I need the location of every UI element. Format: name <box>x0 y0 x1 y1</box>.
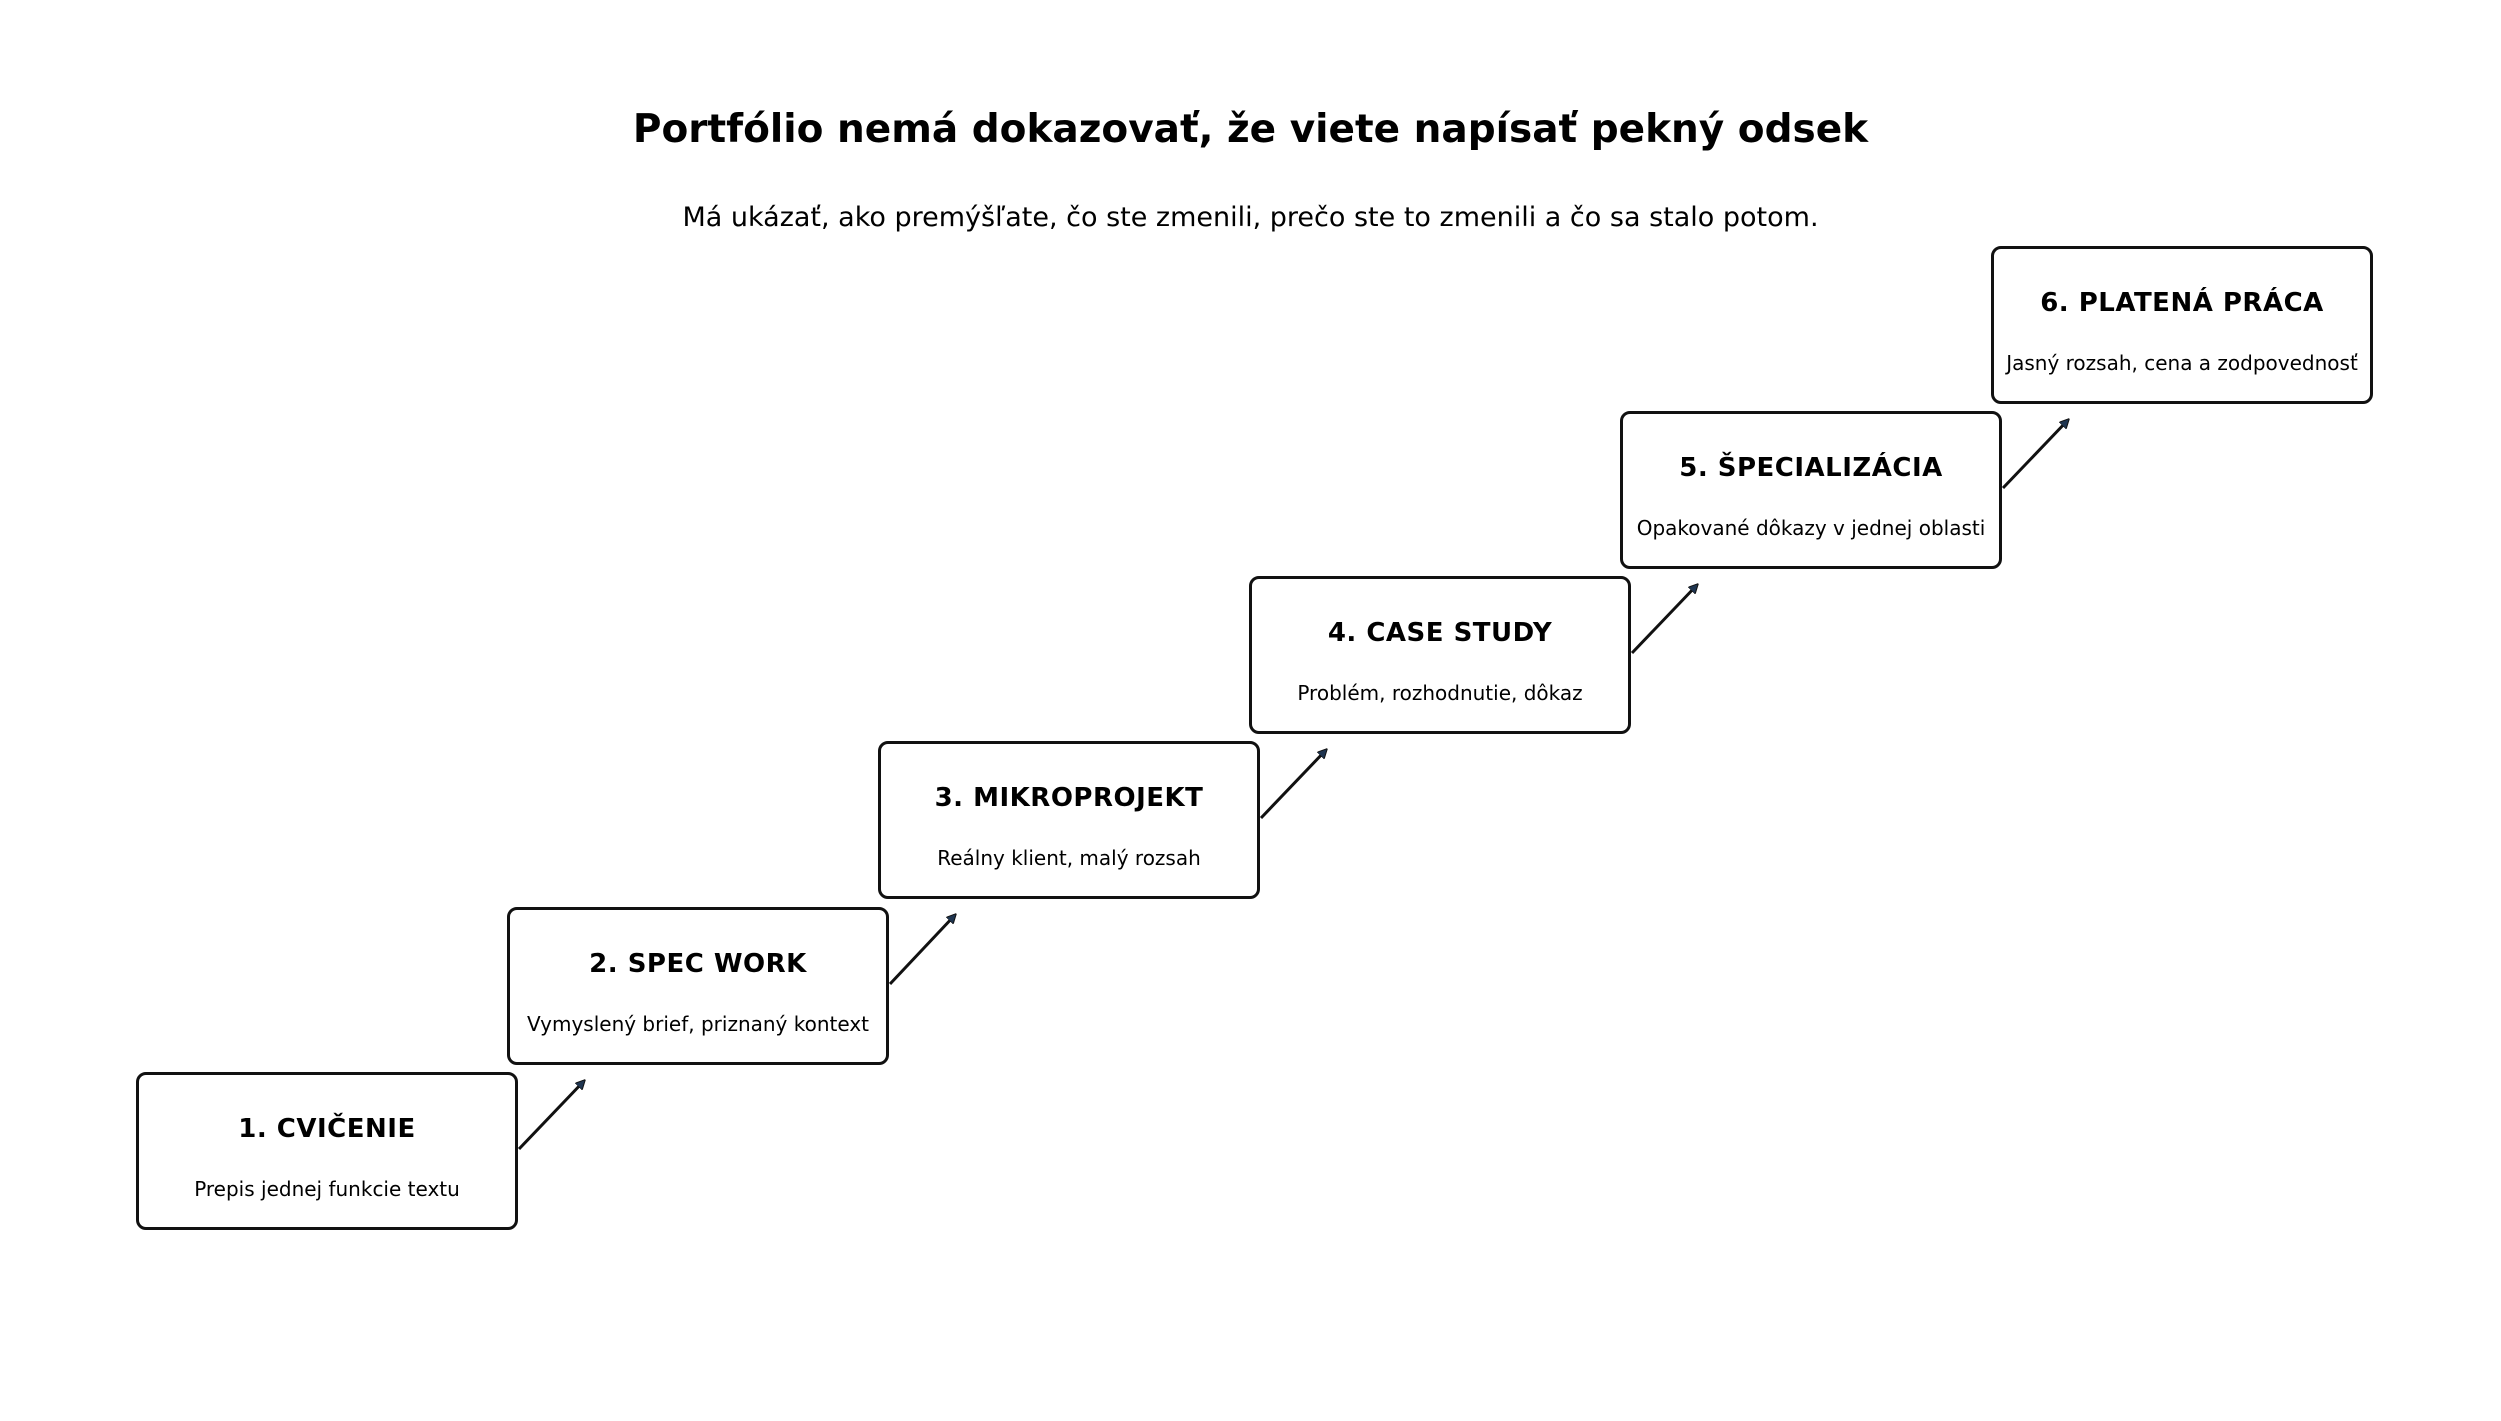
step-box-1 <box>136 1072 518 1230</box>
step-title: 4. CASE STUDY <box>1327 618 1553 648</box>
step-title: 2. SPEC WORK <box>589 949 807 979</box>
step-description: Opakované dôkazy v jednej oblasti <box>1636 516 1986 540</box>
step-description: Prepis jednej funkcie textu <box>194 1177 460 1201</box>
step-description: Vymyslený brief, priznaný kontext <box>526 1012 869 1036</box>
diagram-title: Portfólio nemá dokazovať, že viete napísať pekný odsek <box>632 107 1869 152</box>
arrow-4-to-5 <box>1632 585 1697 653</box>
step-box-4 <box>1249 576 1631 734</box>
arrow-5-to-6 <box>2003 420 2068 488</box>
arrow-2-to-3 <box>890 915 955 984</box>
diagram-subtitle: Má ukázať, ako premýšľate, čo ste zmenili, prečo ste to zmenili a čo sa stalo potom. <box>682 202 1819 233</box>
step-title: 5. ŠPECIALIZÁCIA <box>1679 453 1943 483</box>
step-box-5 <box>1620 411 2002 569</box>
arrow-1-to-2 <box>519 1081 584 1149</box>
step-box-3 <box>878 741 1260 899</box>
step-box-6 <box>1991 246 2373 404</box>
step-description: Problém, rozhodnutie, dôkaz <box>1297 681 1583 705</box>
step-title: 3. MIKROPROJEKT <box>934 783 1204 813</box>
arrow-3-to-4 <box>1261 750 1326 818</box>
step-title: 6. PLATENÁ PRÁCA <box>2040 288 2324 318</box>
step-description: Reálny klient, malý rozsah <box>937 846 1201 870</box>
step-description: Jasný rozsah, cena a zodpovednosť <box>2006 351 2358 375</box>
step-box-2 <box>507 907 889 1065</box>
step-title: 1. CVIČENIE <box>238 1114 416 1144</box>
